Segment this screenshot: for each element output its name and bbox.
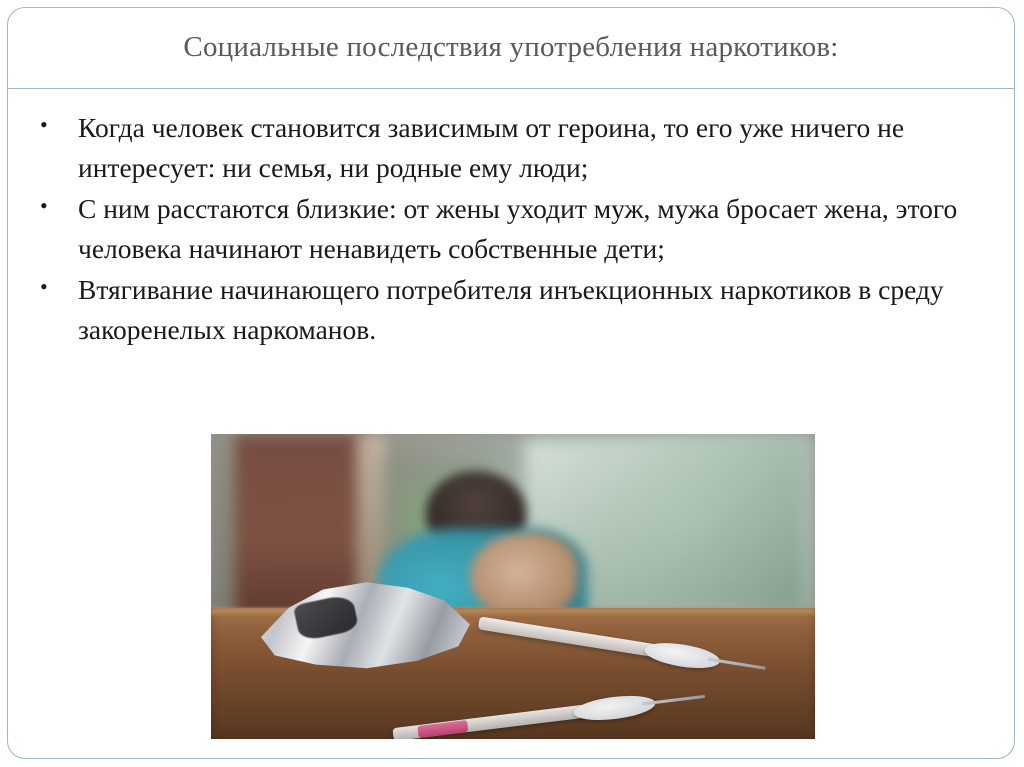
photo-person-arm xyxy=(470,533,579,620)
list-item-text: Когда человек становится зависимым от героина, то его уже ничего не интересует: ни семья, ни родные ему люди; xyxy=(78,112,905,183)
slide-content xyxy=(28,108,996,352)
list-item xyxy=(28,270,996,349)
page-title: Социальные последствия употребления наркотиков: xyxy=(183,31,839,63)
slide-photo xyxy=(211,434,815,739)
list-item xyxy=(28,108,996,187)
bullet-icon: • xyxy=(40,274,48,300)
bullet-icon: • xyxy=(40,193,48,219)
slide-title-bar xyxy=(7,7,1015,89)
list-item-text: С ним расстаются близкие: от жены уходит муж, мужа бросает жена, этого человека начинают ненавидеть собственные дети; xyxy=(78,193,958,264)
bullet-icon: • xyxy=(40,112,48,137)
photo-canvas xyxy=(211,434,815,739)
list-item-text: Втягивание начинающего потребителя инъекционных наркотиков в среду закоренелых наркоманов. xyxy=(78,274,944,345)
list-item xyxy=(28,189,996,268)
bullet-list xyxy=(28,108,996,350)
